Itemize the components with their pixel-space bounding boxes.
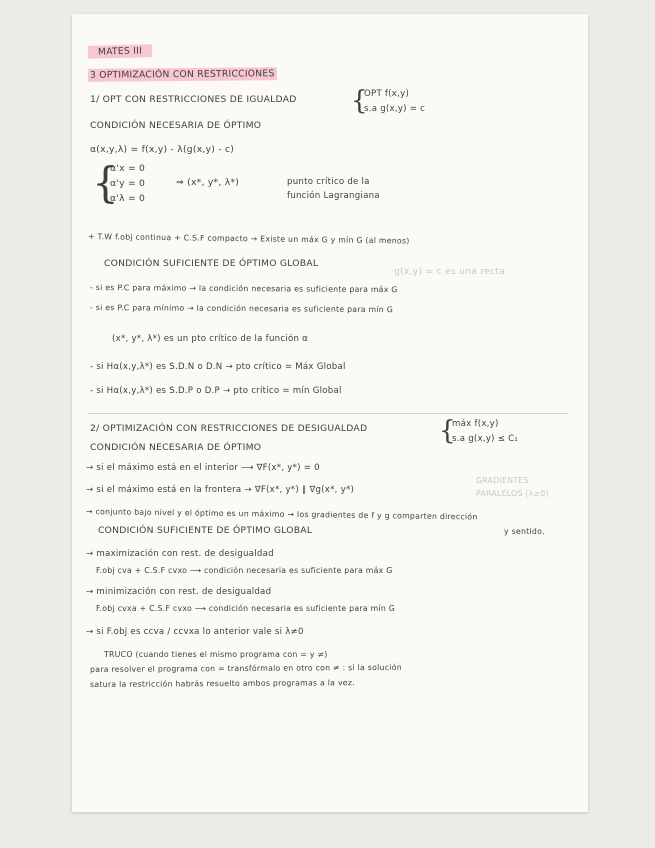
section-3-heading: 3 OPTIMIZACIÓN CON RESTRICCIONES [88,68,277,82]
truco-line-2: para resolver el programa con = transfórmalo en otro con ≠ : si la solución [89,662,402,674]
problem-brace-2: { [439,416,456,446]
concavity-note: → si F.obj es ccva / ccvxa lo anterior vale si λ≠0 [86,627,304,637]
interior-condition: → si el máximo está en el interior ⟶ ∇F(x*, y*) = 0 [86,463,320,473]
truco-line-1: TRUCO (cuando tienes el mismo programa con = y ≠) [104,650,328,659]
maximization-title: → maximización con rest. de desigualdad [86,549,274,559]
necessary-condition-heading-1: CONDICIÓN NECESARIA DE ÓPTIMO [90,120,262,131]
necessary-condition-heading-2: CONDICIÓN NECESARIA DE ÓPTIMO [90,442,262,453]
system-note-line-1: punto crítico de la [287,177,370,187]
sufficient-condition-heading-2: CONDICIÓN SUFICIENTE DE ÓPTIMO GLOBAL [98,525,313,536]
bullet-min-condition: - si es P.C para mínimo → la condición necesaria es suficiente para mín G [89,303,394,315]
system-eq-x: α'x = 0 [110,163,146,174]
subsection-1-heading: 1/ OPT CON RESTRICCIONES DE IGUALDAD [90,94,297,105]
frontier-condition: → si el máximo está en la frontera → ∇F(x*, y*) ∥ ∇g(x*, y*) [86,485,355,495]
minimization-title: → minimización con rest. de desigualdad [86,587,272,597]
system-result: ⇒ (x*, y*, λ*) [176,177,240,188]
system-eq-lambda: α'λ = 0 [110,193,146,204]
faded-note-linear-constraint: g(x,y) = c es una recta [394,266,506,277]
hessian-min-rule: - si Hα(x,y,λ*) es S.D.P o D.P → pto crítico = mín Global [90,386,342,396]
problem-2-objective: máx f(x,y) [452,419,499,429]
minimization-rule: F.obj cvxa + C.S.F cvxo ⟶ condición necesaria es suficiente para mín G [96,604,396,613]
problem-1-objective: OPT f(x,y) [364,89,410,99]
truco-line-3: satura la restricción habrás resuelto ambos programas a la vez. [89,678,355,689]
bullet-max-condition: - si es P.C para máximo → la condición necesaria es suficiente para máx G [89,283,398,295]
hessian-max-rule: - si Hα(x,y,λ*) es S.D.N o D.N → pto crítico = Máx Global [90,362,346,372]
problem-2-constraint: s.a g(x,y) ≤ C₁ [452,434,519,444]
title-highlight: MATES III [88,44,152,59]
problem-brace-1: { [351,86,368,116]
page-title [88,45,152,59]
weierstrass-theorem: + T.W f.obj continua + C.S.F compacto → Existe un máx G y mín G (al menos) [87,232,410,246]
note-gradientes: GRADIENTES [476,476,529,485]
maximization-rule: F.obj cva + C.S.F cvxo ⟶ condición necesaria es suficiente para máx G [96,566,393,575]
critical-point-statement: (x*, y*, λ*) es un pto crítico de la función α [112,334,309,344]
system-brace: { [92,158,119,207]
problem-1-constraint: s.a g(x,y) = c [364,104,426,114]
system-eq-y: α'y = 0 [110,178,146,189]
convex-set-condition: → conjunto bajo nivel y el óptimo es un máximo → los gradientes de f y g comparten dirección [85,507,478,522]
lagrangian-formula: α(x,y,λ) = f(x,y) - λ(g(x,y) - c) [90,144,235,155]
subsection-2-heading: 2/ OPTIMIZACIÓN CON RESTRICCIONES DE DESIGUALDAD [90,423,368,434]
sufficient-condition-heading-1: CONDICIÓN SUFICIENTE DE ÓPTIMO GLOBAL [104,258,319,269]
convex-set-condition-cont: y sentido. [504,527,545,536]
system-note-line-2: función Lagrangiana [287,191,380,201]
section-divider [88,413,568,414]
note-paralelos: PARALELOS (λ≥0) [476,489,549,498]
